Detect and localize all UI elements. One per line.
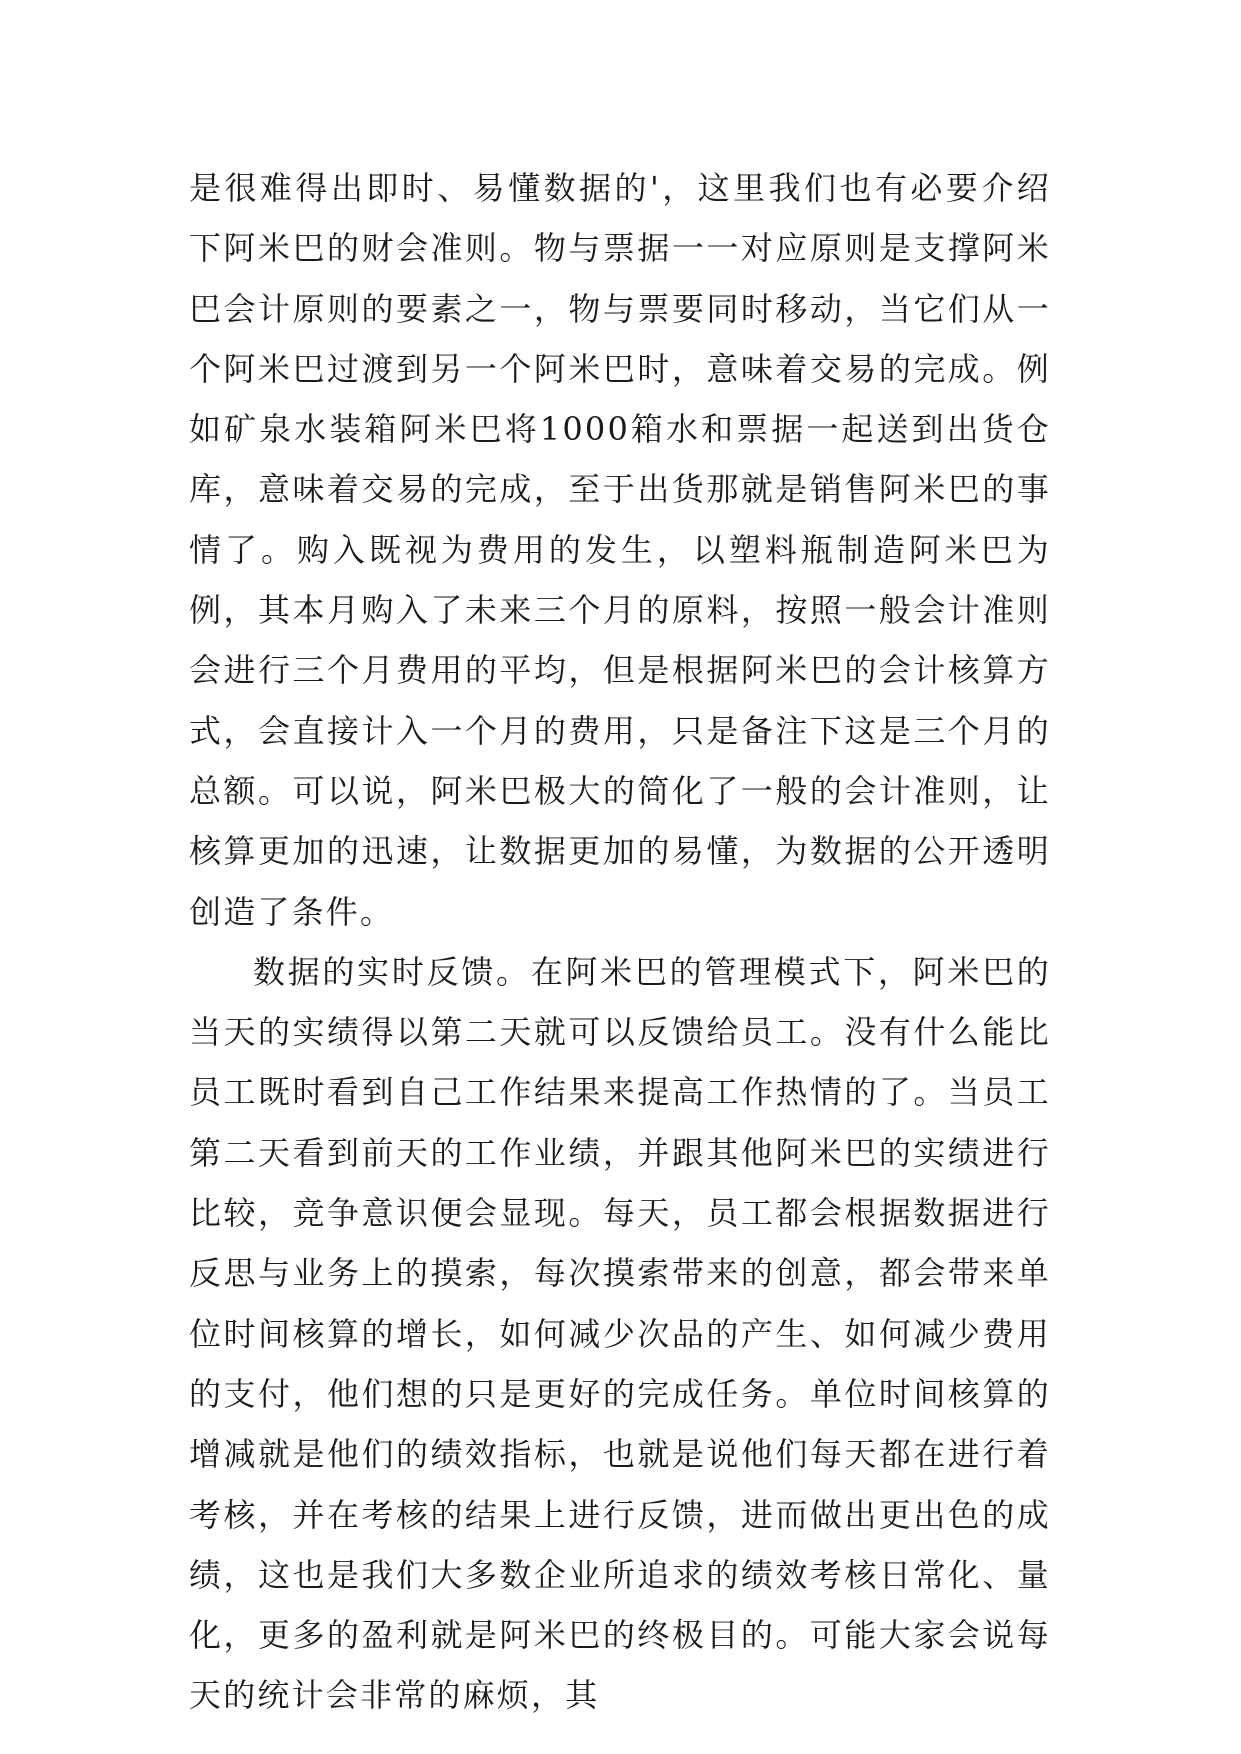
body-text: [189, 158, 1051, 1726]
paragraph-accounting-principles: 是很难得出即时、易懂数据的'，这里我们也有必要介绍下阿米巴的财会准则。物与票据一一对应原则是支撑阿米巴会计原则的要素之一，物与票要同时移动，当它们从一个阿米巴过渡到另一个阿米巴时，意味着交易的完成。例如矿泉水装箱阿米巴将1000箱水和票据一起送到出货仓库，意味着交易的完成，至于出货那就是销售阿米巴的事情了。购入既视为费用的发生，以塑料瓶制造阿米巴为例，其本月购入了未来三个月的原料，按照一般会计准则会进行三个月费用的平均，但是根据阿米巴的会计核算方式，会直接计入一个月的费用，只是备注下这是三个月的总额。可以说，阿米巴极大的简化了一般的会计准则，让核算更加的迅速，让数据更加的易懂，为数据的公开透明创造了条件。: [189, 169, 1051, 931]
paragraph-realtime-feedback: 数据的实时反馈。在阿米巴的管理模式下，阿米巴的当天的实绩得以第二天就可以反馈给员工。没有什么能比员工既时看到自己工作结果来提高工作热情的了。当员工第二天看到前天的工作业绩，并跟其他阿米巴的实绩进行比较，竞争意识便会显现。每天，员工都会根据数据进行反思与业务上的摸索，每次摸索带来的创意，都会带来单位时间核算的增长，如何减少次品的产生、如何减少费用的支付，他们想的只是更好的完成任务。单位时间核算的增减就是他们的绩效指标，也就是说他们每天都在进行着考核，并在考核的结果上进行反馈，进而做出更出色的成绩，这也是我们大多数企业所追求的绩效考核日常化、量化，更多的盈利就是阿米巴的终极目的。可能大家会说每天的统计会非常的麻烦，其: [189, 952, 1051, 1715]
